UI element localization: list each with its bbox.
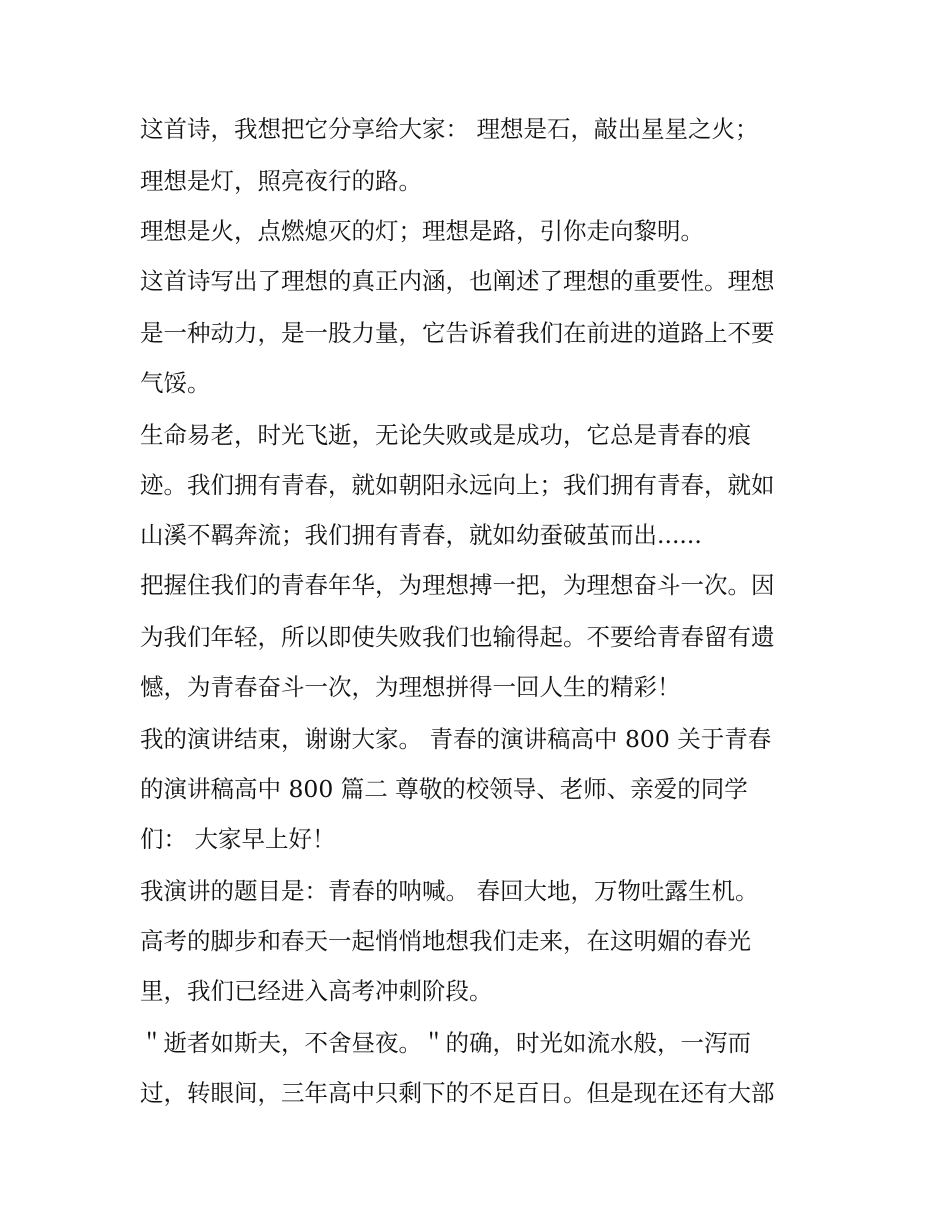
text-line: 这首诗写出了理想的真正内涵，也阐述了理想的重要性。理想 <box>140 267 775 295</box>
text-line: 我演讲的题目是：青春的呐喊。 春回大地，万物吐露生机。 <box>140 877 759 905</box>
text-line: 理想是灯，照亮夜行的路。 <box>140 167 422 195</box>
text-line: 里，我们已经进入高考冲刺阶段。 <box>140 977 493 1005</box>
text-line: 迹。我们拥有青春，就如朝阳永远向上；我们拥有青春，就如 <box>140 471 775 499</box>
text-line: 为我们年轻，所以即使失败我们也输得起。不要给青春留有遗 <box>140 623 775 651</box>
text-line: 我的演讲结束，谢谢大家。 青春的演讲稿高中 800 关于青春 <box>140 725 772 753</box>
text-line: 是一种动力，是一股力量，它告诉着我们在前进的道路上不要 <box>140 319 775 347</box>
text-line: 高考的脚步和春天一起悄悄地想我们走来，在这明媚的春光 <box>140 927 751 955</box>
text-line: 的演讲稿高中 800 篇二 尊敬的校领导、老师、亲爱的同学 <box>140 775 748 803</box>
text-line: 把握住我们的青春年华，为理想搏一把，为理想奋斗一次。因 <box>140 571 775 599</box>
text-line: 这首诗，我想把它分享给大家： 理想是石，敲出星星之火； <box>140 115 759 143</box>
text-line: 生命易老，时光飞逝，无论失败或是成功，它总是青春的痕 <box>140 421 751 449</box>
text-line: 憾，为青春奋斗一次，为理想拼得一回人生的精彩！ <box>140 673 681 701</box>
text-line: 们： 大家早上好！ <box>140 825 336 853</box>
text-line: 气馁。 <box>140 369 211 397</box>
text-line: ＂逝者如斯夫，不舍昼夜。＂的确，时光如流水般，一泻而 <box>140 1029 751 1057</box>
text-line: 理想是火，点燃熄灭的灯；理想是路，引你走向黎明。 <box>140 217 704 245</box>
text-line: 过，转眼间，三年高中只剩下的不足百日。但是现在还有大部 <box>140 1079 775 1107</box>
text-line: 山溪不羁奔流；我们拥有青春，就如幼蚕破茧而出...... <box>140 521 702 549</box>
